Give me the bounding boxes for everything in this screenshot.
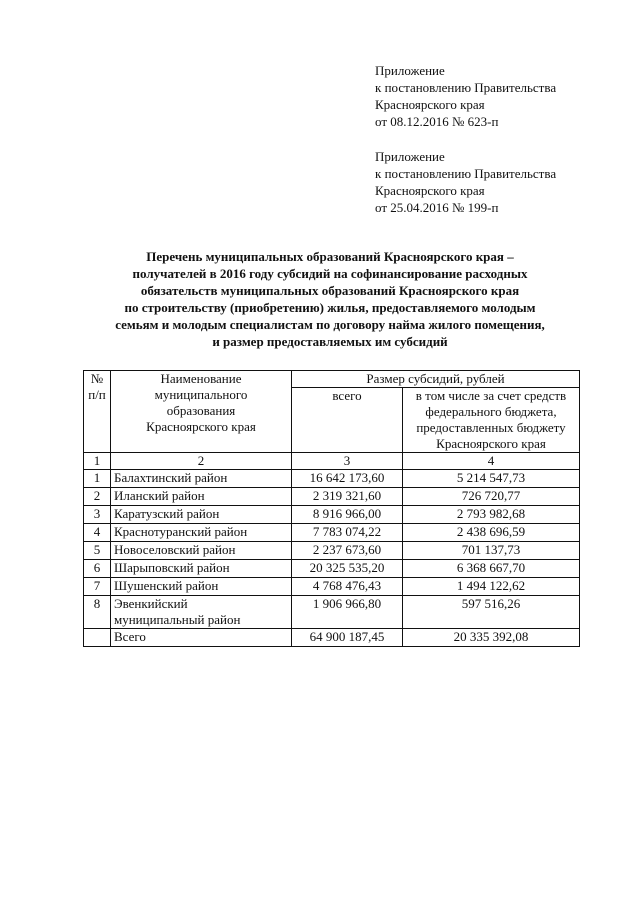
- federal-amount: 1 494 122,62: [403, 578, 580, 596]
- federal-amount: 2 438 696,59: [403, 524, 580, 542]
- row-number: 6: [84, 560, 111, 578]
- header-text: Красноярского края: [146, 419, 256, 434]
- district-name: Каратузский район: [111, 506, 292, 524]
- header-text: Красноярского края: [436, 436, 546, 451]
- district-name: Новоселовский район: [111, 542, 292, 560]
- table-header-row: [84, 371, 580, 388]
- empty-cell: [84, 629, 111, 647]
- federal-amount: 701 137,73: [403, 542, 580, 560]
- grand-federal-amount: 20 335 392,08: [403, 629, 580, 647]
- federal-amount: 2 793 982,68: [403, 506, 580, 524]
- total-amount: 4 768 476,43: [292, 578, 403, 596]
- appendix-line: к постановлению Правительства: [375, 166, 557, 181]
- district-name: [111, 596, 292, 629]
- total-amount: 16 642 173,60: [292, 470, 403, 488]
- header-text: №: [90, 371, 104, 386]
- column-number: 4: [403, 453, 580, 470]
- table-row: [84, 470, 580, 488]
- appendix-line: Красноярского края: [375, 183, 485, 198]
- appendix-line: Приложение: [375, 63, 445, 78]
- federal-amount: 6 368 667,70: [403, 560, 580, 578]
- row-number: 2: [84, 488, 111, 506]
- total-amount: 7 783 074,22: [292, 524, 403, 542]
- title-line: и размер предоставляемых им субсидий: [212, 334, 448, 349]
- header-size: Размер субсидий, рублей: [292, 371, 580, 388]
- row-number: 8: [84, 596, 111, 629]
- table-row: [84, 506, 580, 524]
- title-line: получателей в 2016 году субсидий на софинансирование расходных: [132, 266, 528, 281]
- column-number: 3: [292, 453, 403, 470]
- column-number-row: [84, 453, 580, 470]
- appendix-line: Красноярского края: [375, 97, 485, 112]
- appendix-line: Приложение: [375, 149, 445, 164]
- column-number: 1: [84, 453, 111, 470]
- row-number: 5: [84, 542, 111, 560]
- row-number: 7: [84, 578, 111, 596]
- subsidy-table: [83, 370, 580, 647]
- title-line: семьям и молодым специалистам по договору найма жилого помещения,: [115, 317, 545, 332]
- total-amount: 2 319 321,60: [292, 488, 403, 506]
- table-row: [84, 488, 580, 506]
- header-text: образования: [166, 403, 236, 418]
- appendix-line: от 08.12.2016 № 623-п: [375, 114, 499, 129]
- total-amount: 1 906 966,80: [292, 596, 403, 629]
- header-number: [84, 371, 111, 453]
- table-row: [84, 560, 580, 578]
- federal-amount: 597 516,26: [403, 596, 580, 629]
- title-line: по строительству (приобретению) жилья, предоставляемого молодым: [124, 300, 536, 315]
- district-name: Иланский район: [111, 488, 292, 506]
- total-label: Всего: [111, 629, 292, 647]
- header-text: муниципального: [154, 387, 248, 402]
- district-name-line: муниципальный район: [114, 612, 241, 627]
- table-total-row: [84, 629, 580, 647]
- total-amount: 2 237 673,60: [292, 542, 403, 560]
- title-line: обязательств муниципальных образований Красноярского края: [140, 283, 520, 298]
- header-text: предоставленных бюджету: [416, 420, 566, 435]
- appendix-line: от 25.04.2016 № 199-п: [375, 200, 499, 215]
- row-number: 1: [84, 470, 111, 488]
- header-text: п/п: [88, 387, 106, 402]
- appendix-block-1: [375, 62, 556, 130]
- title-line: Перечень муниципальных образований Красноярского края –: [146, 249, 514, 264]
- row-number: 3: [84, 506, 111, 524]
- header-federal: [403, 388, 580, 453]
- federal-amount: 726 720,77: [403, 488, 580, 506]
- header-total: всего: [292, 388, 403, 453]
- appendix-line: к постановлению Правительства: [375, 80, 557, 95]
- header-name: [111, 371, 292, 453]
- district-name: Краснотуранский район: [111, 524, 292, 542]
- header-text: в том числе за счет средств: [415, 388, 567, 403]
- appendix-block-2: [375, 148, 556, 216]
- table-row: [84, 596, 580, 629]
- table-row: [84, 542, 580, 560]
- district-name: Шушенский район: [111, 578, 292, 596]
- row-number: 4: [84, 524, 111, 542]
- document-title: [60, 248, 600, 350]
- header-text: Наименование: [160, 371, 242, 386]
- district-name: Шарыповский район: [111, 560, 292, 578]
- federal-amount: 5 214 547,73: [403, 470, 580, 488]
- total-amount: 8 916 966,00: [292, 506, 403, 524]
- district-name: Балахтинский район: [111, 470, 292, 488]
- district-name-line: Эвенкийский: [114, 596, 188, 611]
- header-text: федерального бюджета,: [425, 404, 557, 419]
- table-row: [84, 578, 580, 596]
- total-amount: 20 325 535,20: [292, 560, 403, 578]
- column-number: 2: [111, 453, 292, 470]
- grand-total-amount: 64 900 187,45: [292, 629, 403, 647]
- table-row: [84, 524, 580, 542]
